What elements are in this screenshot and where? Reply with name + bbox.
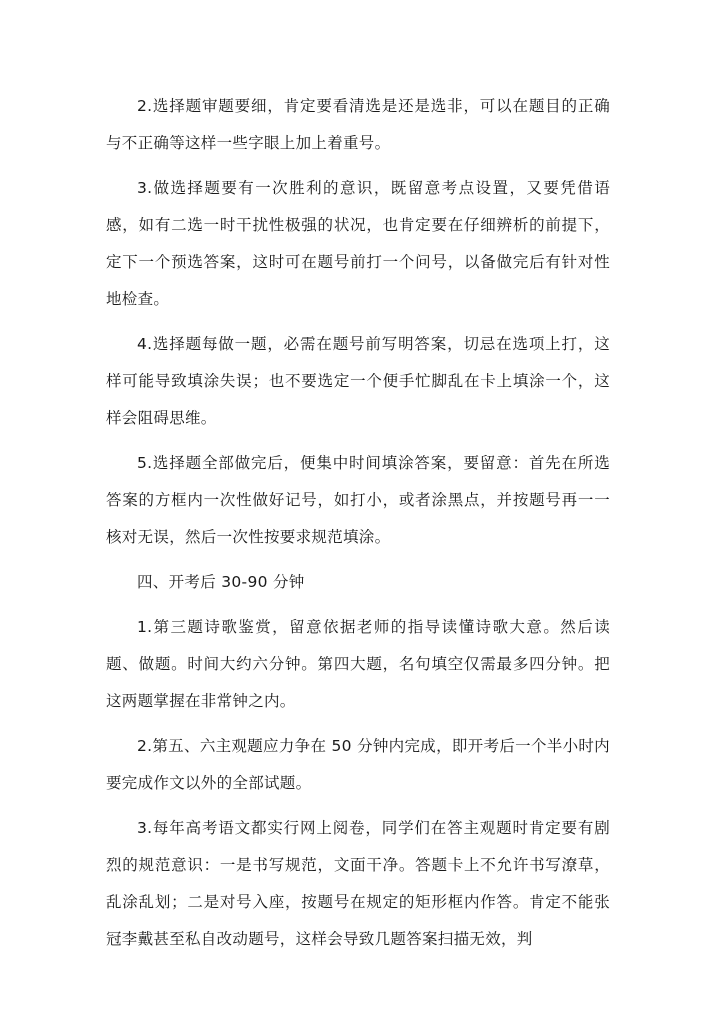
paragraph-choice-question-review: 2.选择题审题要细，肯定要看清选是还是选非，可以在题目的正确与不正确等这样一些字眼上加上着重号。 [106, 97, 610, 152]
section-heading-30-90-minutes: 四、开考后 30-90 分钟 [137, 573, 305, 591]
paragraph-poetry-appreciation: 1.第三题诗歌鉴赏，留意依据老师的指导读懂诗歌大意。然后读题、做题。时间大约六分钟。第四大题，名句填空仅需最多四分钟。把这两题掌握在非常钟之内。 [106, 618, 610, 710]
paragraph-subjective-questions-time: 2.第五、六主观题应力争在 50 分钟内完成，即开考后一个半小时内要完成作文以外的全部试题。 [106, 737, 610, 792]
paragraph-online-marking-norms: 3.每年高考语文都实行网上阅卷，同学们在答主观题时肯定要有剧烈的规范意识：一是书写规范，文面干净。答题卡上不允许书写潦草，乱涂乱划；二是对号入座，按题号在规定的矩形框内作答。肯定不能张冠李戴甚至私自改动题号，这样会导致几题答案扫描无效，判 [106, 819, 610, 948]
paragraph-choice-question-marking: 4.选择题每做一题，必需在题号前写明答案，切忌在选项上打，这样可能导致填涂失误；也不要选定一个便手忙脚乱在卡上填涂一个，这样会阻碍思维。 [106, 335, 610, 427]
paragraph-choice-question-confidence: 3.做选择题要有一次胜利的意识，既留意考点设置，又要凭借语感，如有二选一时干扰性极强的状况，也肯定要在仔细辨析的前提下，定下一个预选答案，这时可在题号前打一个问号，以备做完后有针对性地检查。 [106, 179, 610, 308]
paragraph-choice-question-filling: 5.选择题全部做完后，便集中时间填涂答案，要留意：首先在所选答案的方框内一次性做好记号，如打小，或者涂黑点，并按题号再一一核对无误，然后一次性按要求规范填涂。 [106, 454, 610, 546]
document-page [106, 88, 610, 966]
